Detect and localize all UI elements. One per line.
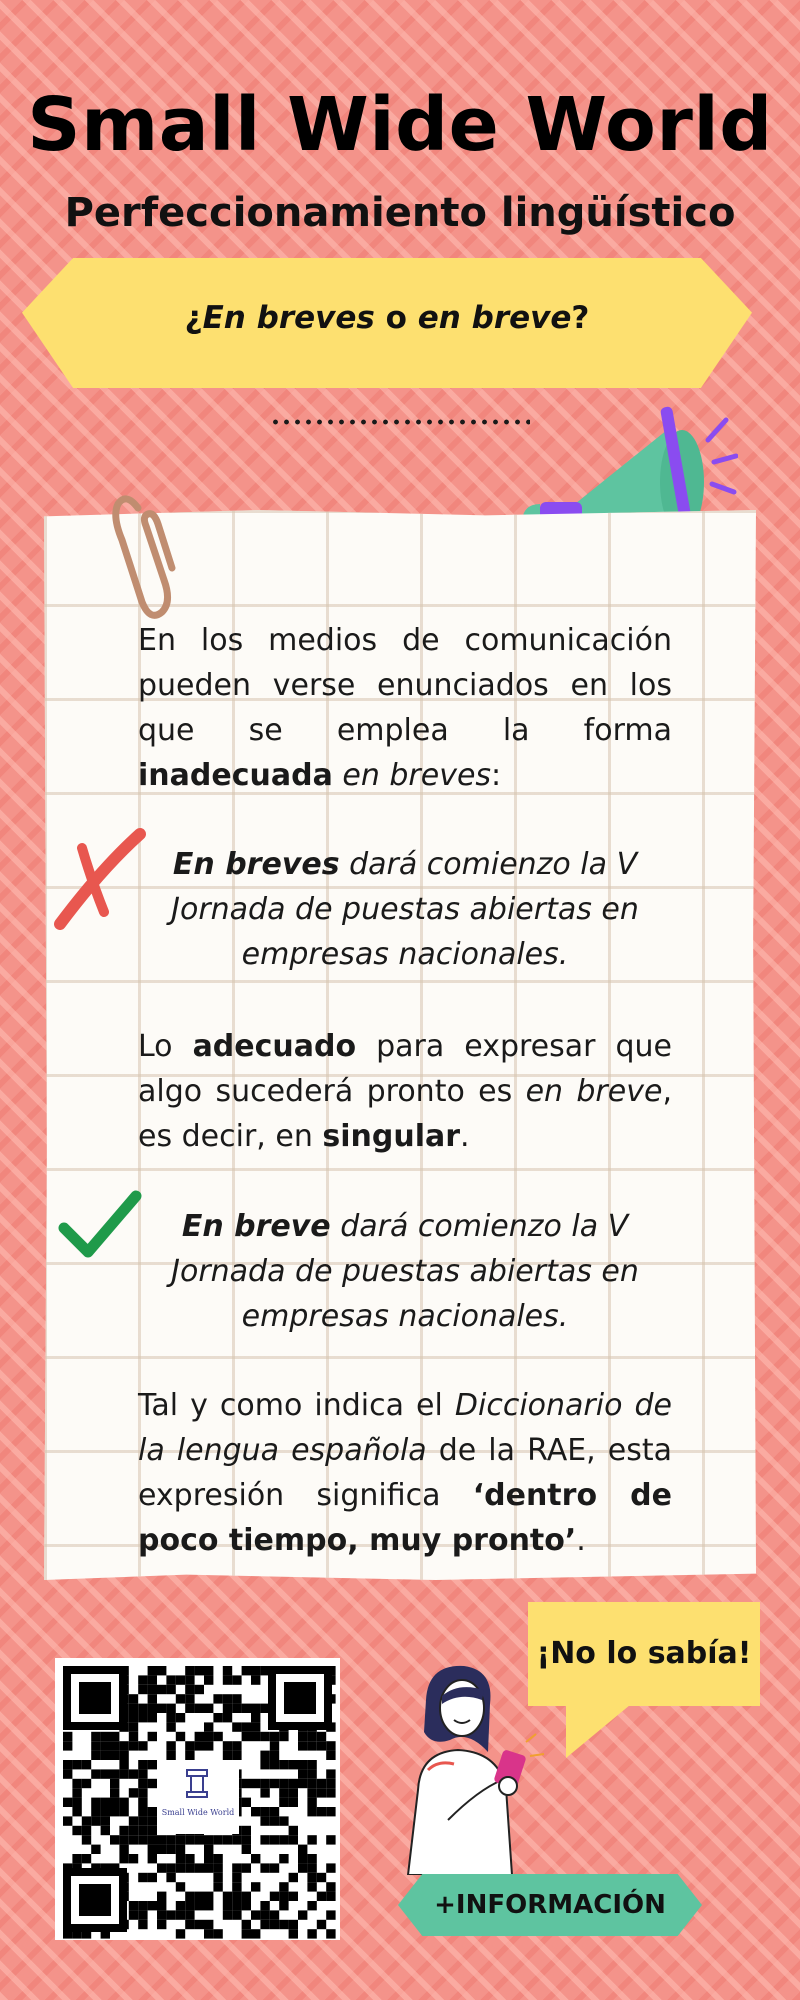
page-title: Small Wide World [27,82,773,168]
question-close-mark: ? [571,300,590,336]
intro-colon: : [491,758,502,793]
dotted-divider [270,418,530,426]
correct-text-1: Lo [138,1029,193,1064]
question-banner-text [22,300,752,336]
right-example [130,1204,680,1339]
correct-usage-paragraph [138,1024,672,1159]
correct-text-4: . [460,1119,470,1154]
intro-bold: inadecuada [138,758,333,793]
intro-italic: en breves [342,758,492,793]
intro-space [333,758,343,793]
dictionary-text-3: . [576,1523,586,1558]
wrong-example [130,842,680,977]
speech-bubble-tail [566,1700,636,1758]
speech-bubble-text: ¡No lo sabía! [536,1636,752,1671]
dictionary-text-2: de la RAE, esta expresión significa [138,1433,672,1513]
right-example-rest: dará comienzo la V Jornada de puestas abiertas en empresas nacionales. [171,1209,639,1334]
correct-text-3: , es decir, en [138,1074,672,1154]
wrong-example-rest: dará comienzo la V Jornada de puestas abiertas en empresas nacionales. [171,847,639,972]
dictionary-italic: Diccionario de la lengua española [138,1388,672,1468]
dictionary-bold: ‘dentro de poco tiempo, muy pronto’ [138,1478,672,1558]
question-connector: o [374,300,418,336]
correct-bold-2: singular [322,1119,461,1154]
paperclip-icon [108,488,188,628]
correct-bold-1: adecuado [192,1029,357,1064]
correct-italic-1: en breve [525,1074,663,1109]
intro-text: En los medios de comunicación pueden verse enunciados en los que se emplea la forma [138,623,672,748]
question-term-2: en breve [417,300,572,336]
dictionary-paragraph [138,1383,672,1563]
qr-code-icon [55,1658,340,1940]
correct-text-2: para expresar que algo sucederá pronto es [138,1029,672,1109]
intro-paragraph [138,618,672,798]
right-example-bold: En breve [181,1209,331,1244]
dictionary-text-1: Tal y como indica el [138,1388,455,1423]
wrong-example-bold: En breves [172,847,340,882]
qr-code[interactable] [55,1658,340,1940]
question-open-mark: ¿ [184,300,203,336]
qr-center-label: Small Wide World [161,1808,235,1817]
more-info-label[interactable]: +INFORMACIÓN [434,1890,666,1920]
question-term-1: En breves [202,300,375,336]
page-subtitle: Perfeccionamiento lingüístico [64,190,736,236]
